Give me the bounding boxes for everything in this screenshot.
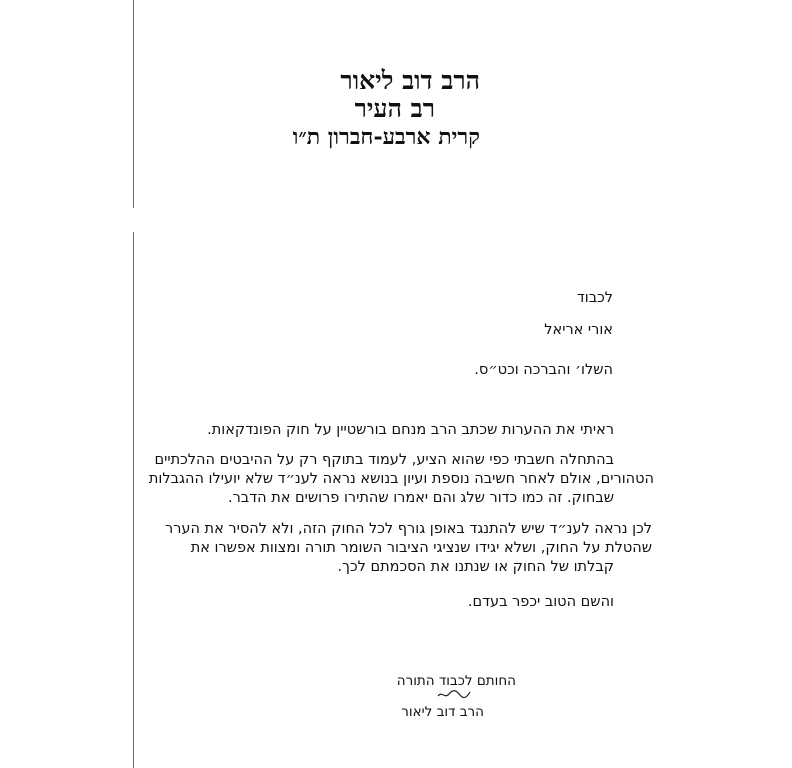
signer-name: הרב דוב ליאור	[401, 704, 484, 720]
handwritten-signature	[436, 687, 472, 701]
paragraph-3-line: שהטלת על החוק, ושלא יגידו שנציגי הציבור השומר תורה ומצוות אפשרו את	[190, 540, 652, 556]
page-fold-line-bottom	[133, 232, 134, 768]
paragraph-1: ראיתי את ההערות שכתב הרב מנחם בורשטיין על חוק הפונדקאות.	[207, 422, 614, 438]
paragraph-3-line: לכן נראה לענ״ד שיש להתנגד באופן גורף לכל החוק הזה, ולא להסיר את הערר	[165, 521, 652, 537]
letterhead-name: הרב דוב ליאור	[340, 66, 480, 95]
salutation: לכבוד	[576, 290, 613, 306]
paragraph-2	[148, 451, 654, 508]
letterhead-title: רב העיר	[354, 94, 435, 123]
closing-line: והשם הטוב יכפר בעדם.	[467, 594, 614, 610]
letterhead-location: קרית ארבע-חברון ת״ו	[292, 124, 480, 150]
recipient-name: אורי אריאל	[544, 322, 613, 338]
greeting: השלו׳ והברכה וכט״ס.	[474, 362, 613, 378]
paragraph-2-line: הטהורים, אולם לאחר חשיבה נוספת ועיון בנושא נראה לענ״ד שלא יועילו ההגבלות	[148, 471, 654, 487]
paragraph-3-line: קבלתו של החוק או שנתנו את הסכמתם לכך.	[337, 559, 614, 575]
page-fold-line-top	[133, 0, 134, 208]
paragraph-2-line: שבחוק. זה כמו כדור שלג והם יאמרו שהתירו פרושים את הדבר.	[228, 490, 614, 506]
signoff: החותם לכבוד התורה	[396, 673, 516, 689]
paragraph-3	[165, 520, 652, 577]
paragraph-2-line: בהתחלה חשבתי כפי שהוא הציע, לעמוד בתוקף רק על ההיבטים ההלכתיים	[154, 452, 614, 468]
